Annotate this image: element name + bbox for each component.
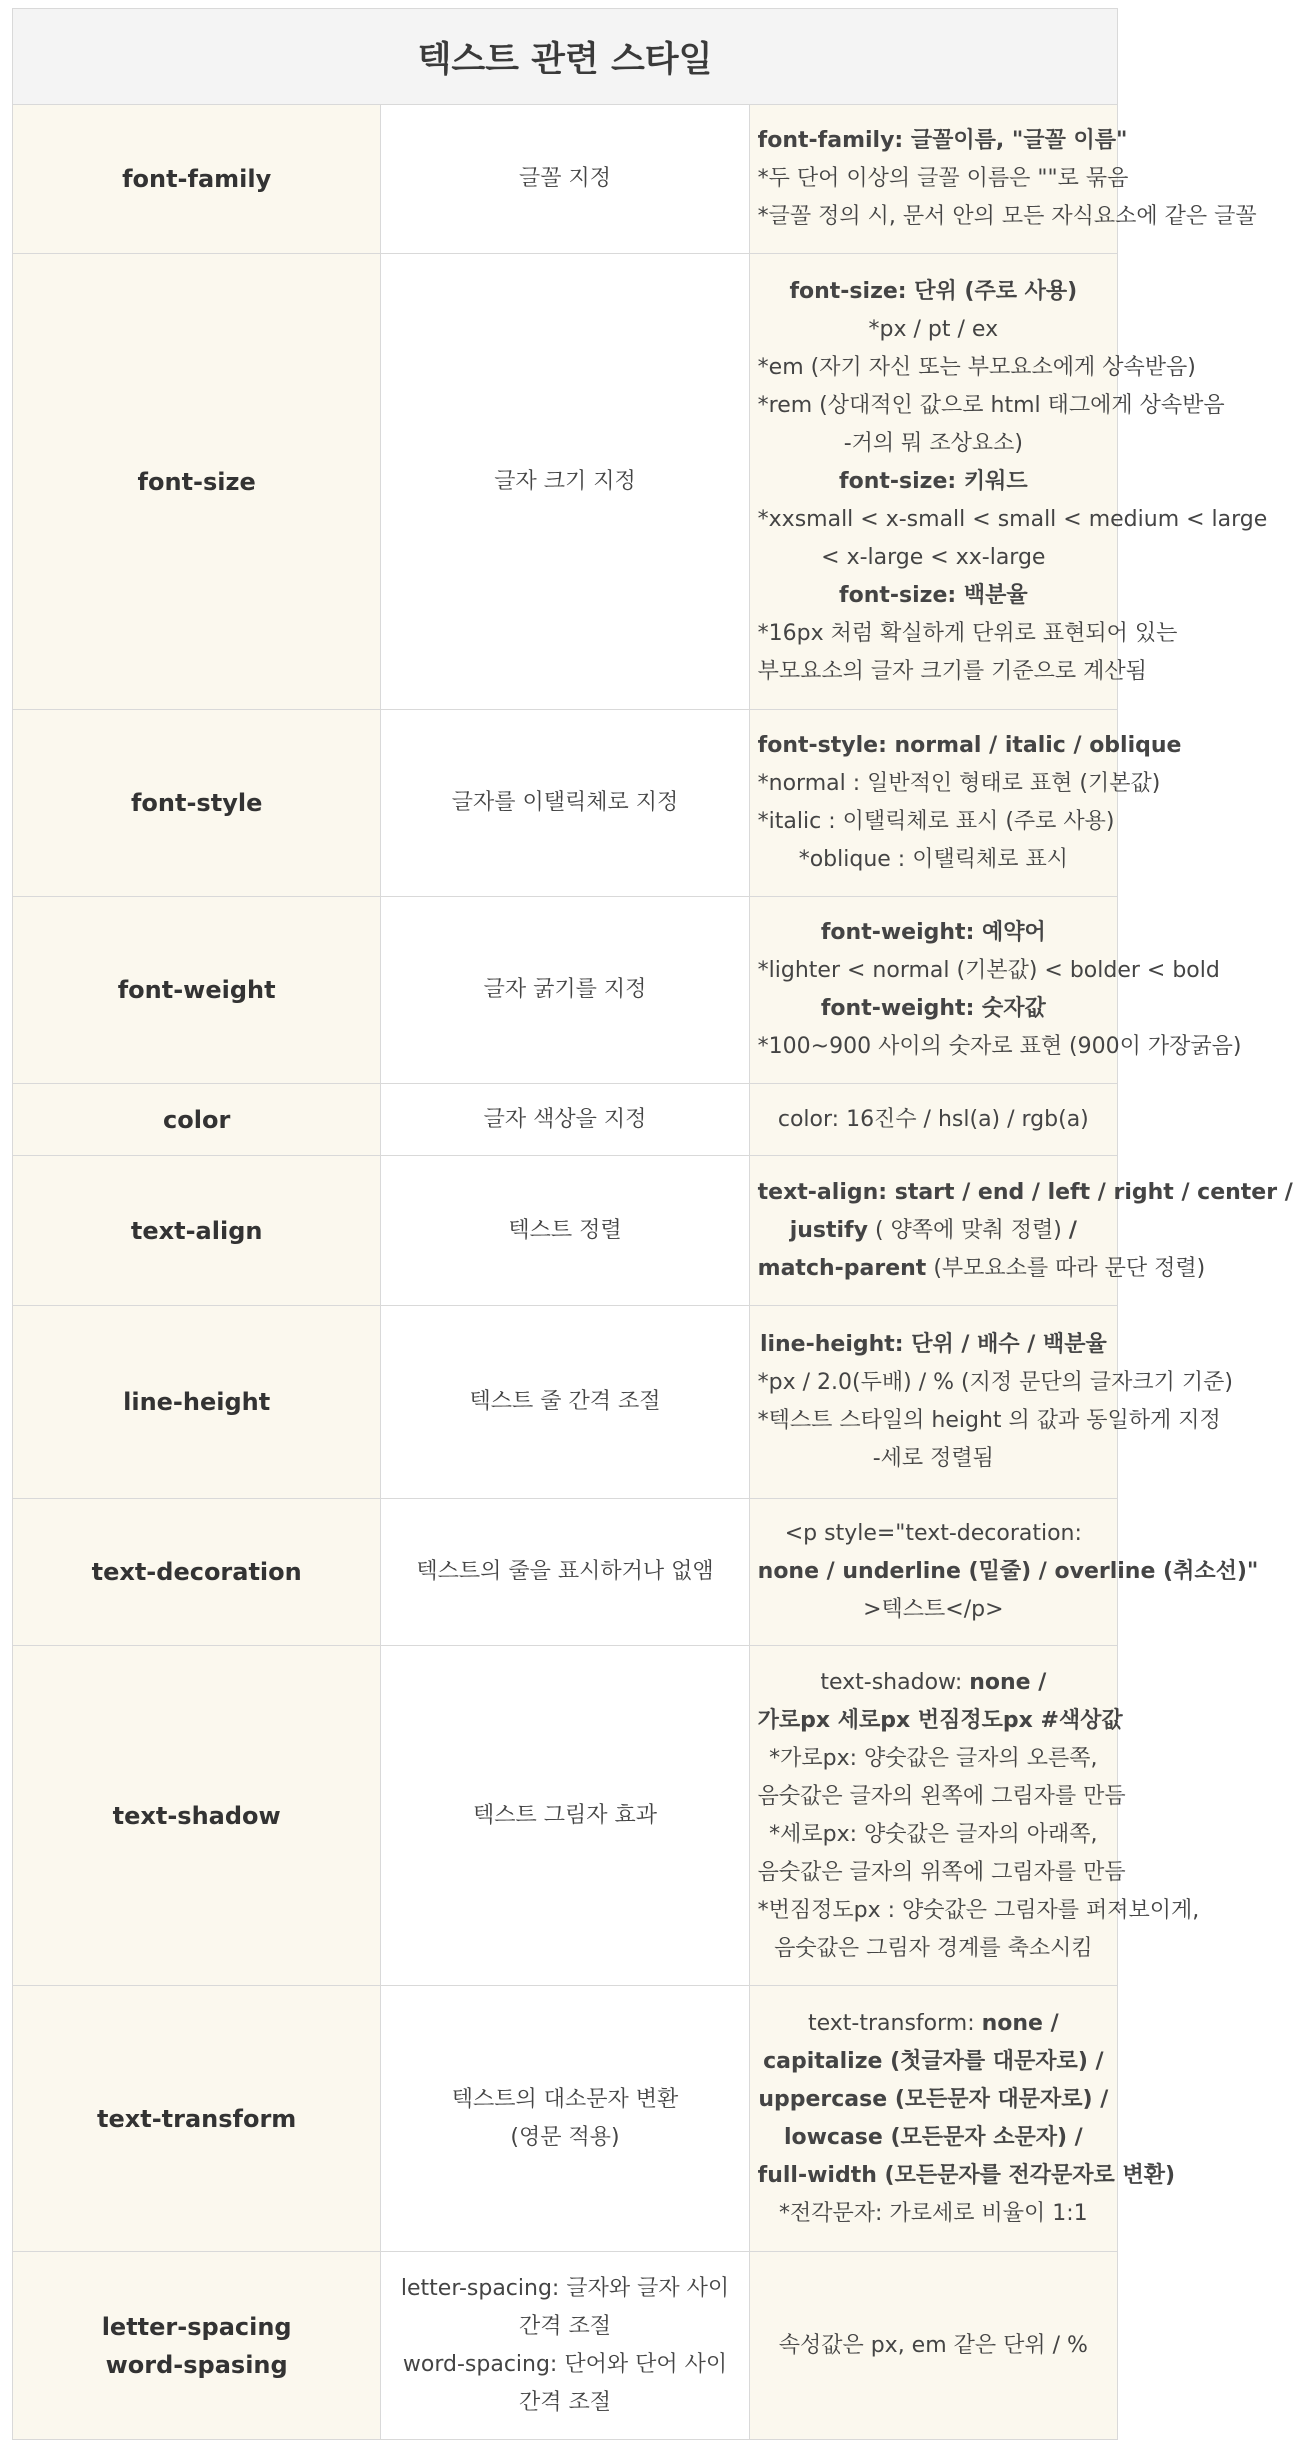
- description-line: 글자 굵기를 지정: [483, 977, 647, 1002]
- detail-line: 음숫값은 글자의 왼쪽에 그림자를 만듬: [757, 1783, 1126, 1809]
- detail-segment: (부모요소를 따라 문단 정렬): [926, 1255, 1206, 1281]
- table-row: [13, 710, 1118, 897]
- detail-line: 가로px 세로px 번짐정도px #색상값: [757, 1707, 1123, 1733]
- property-details: [749, 1084, 1117, 1156]
- detail-line: none / underline (밑줄) / overline (취소선)": [757, 1559, 1259, 1584]
- property-details: [749, 1986, 1176, 2252]
- detail-line: font-style: normal / italic / oblique: [757, 733, 1182, 758]
- property-details: [749, 710, 1182, 897]
- detail-segment: justify: [789, 1217, 868, 1243]
- detail-line: uppercase (모든문자 대문자로) /: [758, 2086, 1109, 2112]
- property-description: [381, 2252, 749, 2440]
- property-description: [381, 1986, 749, 2252]
- property-name: font-family: [13, 105, 381, 254]
- property-description: [381, 105, 749, 254]
- table-title-row: [13, 9, 1118, 105]
- text-style-table: [12, 8, 1293, 2440]
- detail-line: *px / pt / ex: [868, 316, 999, 342]
- detail-line: [757, 1250, 1206, 1288]
- detail-line: <p style="text-decoration:: [784, 1521, 1082, 1546]
- detail-segment: none /: [981, 2010, 1059, 2036]
- table-title: 텍스트 관련 스타일: [13, 9, 1118, 105]
- detail-segment: text-shadow:: [820, 1669, 970, 1695]
- property-description: [381, 1646, 749, 1986]
- property-name: text-transform: [13, 1986, 381, 2252]
- property-details: [749, 105, 1257, 254]
- detail-line: -거의 뭐 조상요소): [843, 430, 1023, 456]
- detail-line: *글꼴 정의 시, 문서 안의 모든 자식요소에 같은 글꼴: [757, 204, 1257, 229]
- detail-line: full-width (모든문자를 전각문자로 변환): [757, 2162, 1176, 2188]
- property-details: [749, 254, 1268, 710]
- description-line: 간격 조절: [518, 2389, 611, 2415]
- description-line: 텍스트의 줄을 표시하거나 없앰: [416, 1559, 714, 1584]
- detail-line: line-height: 단위 / 배수 / 백분율: [759, 1332, 1107, 1357]
- detail-segment: ( 양쪽에 맞춰 정렬): [867, 1217, 1069, 1243]
- description-line: letter-spacing: 글자와 글자 사이: [400, 2275, 730, 2301]
- detail-line: [758, 2005, 1109, 2043]
- property-description: [381, 1499, 749, 1646]
- detail-line: 속성값은 px, em 같은 단위 / %: [778, 2332, 1088, 2358]
- detail-line: [758, 1664, 1109, 1702]
- detail-line: [758, 1212, 1109, 1250]
- table-row: [13, 1986, 1118, 2252]
- table-row: [13, 897, 1118, 1084]
- property-name: text-align: [13, 1156, 381, 1306]
- property-name: font-size: [13, 254, 381, 710]
- table-body: [13, 105, 1293, 2440]
- description-line: 글자를 이탤릭체로 지정: [451, 790, 679, 815]
- table-row: [13, 1499, 1118, 1646]
- detail-line: *번짐정도px : 양숫값은 그림자를 퍼져보이게,: [757, 1897, 1200, 1923]
- detail-line: *16px 처럼 확실하게 단위로 표현되어 있는: [757, 620, 1178, 646]
- detail-line: *100~900 사이의 숫자로 표현 (900이 가장굵음): [757, 1034, 1242, 1059]
- detail-line: capitalize (첫글자를 대문자로) /: [763, 2048, 1104, 2074]
- detail-line: 음숫값은 그림자 경계를 축소시킴: [774, 1935, 1093, 1961]
- description-line: 텍스트 그림자 효과: [472, 1802, 657, 1828]
- detail-line: *rem (상대적인 값으로 html 태그에게 상속받음: [757, 392, 1225, 418]
- table-row: [13, 1646, 1118, 1986]
- table-row: [13, 1156, 1118, 1306]
- detail-line: 부모요소의 글자 크기를 기준으로 계산됨: [757, 658, 1147, 684]
- detail-line: *xxsmall < x-small < small < medium < large: [757, 506, 1268, 532]
- detail-line: font-weight: 예약어: [820, 920, 1046, 945]
- detail-segment: text-transform:: [807, 2010, 982, 2036]
- property-name: font-style: [13, 710, 381, 897]
- description-line: 글자 색상을 지정: [483, 1106, 647, 1132]
- detail-line: *italic : 이탤릭체로 표시 (주로 사용): [757, 809, 1115, 834]
- description-line: 간격 조절: [518, 2313, 611, 2339]
- description-line: word-spacing: 단어와 단어 사이: [402, 2351, 728, 2377]
- description-line: 텍스트 정렬: [508, 1217, 622, 1243]
- detail-line: font-weight: 숫자값: [820, 996, 1046, 1021]
- property-name-line: word-spasing: [105, 2350, 288, 2379]
- detail-line: color: 16진수 / hsl(a) / rgb(a): [777, 1106, 1089, 1132]
- property-description: [381, 1306, 749, 1499]
- property-details: [749, 1646, 1200, 1986]
- property-name: font-weight: [13, 897, 381, 1084]
- detail-line: *두 단어 이상의 글꼴 이름은 ""로 묶음: [757, 166, 1129, 191]
- detail-line: font-size: 단위 (주로 사용): [789, 278, 1078, 304]
- detail-segment: text-align: start / end / left / right / center /: [757, 1179, 1293, 1205]
- property-details: [749, 1306, 1233, 1499]
- property-description: [381, 710, 749, 897]
- detail-line: < x-large < xx-large: [821, 544, 1046, 570]
- detail-line: font-family: 글꼴이름, "글꼴 이름": [757, 128, 1128, 153]
- property-details: [749, 1499, 1259, 1646]
- detail-line: 음숫값은 글자의 위쪽에 그림자를 만듬: [757, 1859, 1126, 1885]
- table-row: [13, 1084, 1118, 1156]
- table-row: [13, 105, 1118, 254]
- property-name: line-height: [13, 1306, 381, 1499]
- detail-line: *lighter < normal (기본값) < bolder < bold: [757, 958, 1220, 983]
- description-line: 글자 크기 지정: [494, 468, 636, 494]
- detail-segment: /: [1068, 1217, 1077, 1243]
- detail-line: -세로 정렬됨: [872, 1446, 994, 1471]
- detail-line: >텍스트</p>: [863, 1597, 1004, 1622]
- detail-line: lowcase (모든문자 소문자) /: [783, 2124, 1083, 2150]
- detail-line: *세로px: 양숫값은 글자의 아래쪽,: [769, 1821, 1098, 1847]
- detail-line: *전각문자: 가로세로 비율이 1:1: [779, 2200, 1088, 2226]
- property-description: [381, 254, 749, 710]
- detail-line: font-size: 백분율: [839, 582, 1028, 608]
- property-description: [381, 897, 749, 1084]
- description-line: (영문 적용): [510, 2124, 620, 2150]
- property-name: text-decoration: [13, 1499, 381, 1646]
- detail-line: *em (자기 자신 또는 부모요소에게 상속받음): [757, 354, 1196, 380]
- detail-line: *normal : 일반적인 형태로 표현 (기본값): [757, 771, 1161, 796]
- detail-line: [757, 1174, 1293, 1212]
- property-name: text-shadow: [13, 1646, 381, 1986]
- table-row: [13, 254, 1118, 710]
- property-details: [749, 2252, 1117, 2440]
- description-line: 텍스트 줄 간격 조절: [469, 1389, 661, 1414]
- table-row: [13, 2252, 1118, 2440]
- description-line: 글꼴 지정: [518, 166, 611, 191]
- detail-line: *텍스트 스타일의 height 의 값과 동일하게 지정: [757, 1408, 1221, 1433]
- detail-line: *oblique : 이탤릭체로 표시: [798, 847, 1068, 872]
- property-details: [749, 1156, 1293, 1306]
- detail-line: *가로px: 양숫값은 글자의 오른쪽,: [769, 1745, 1098, 1771]
- style-table-container: [12, 8, 1293, 2440]
- description-line: 텍스트의 대소문자 변환: [451, 2086, 679, 2112]
- property-name-line: letter-spacing: [101, 2312, 292, 2341]
- property-name: [13, 2252, 381, 2440]
- detail-line: font-size: 키워드: [839, 468, 1028, 494]
- detail-segment: none /: [969, 1669, 1047, 1695]
- property-description: [381, 1156, 749, 1306]
- table-row: [13, 1306, 1118, 1499]
- detail-line: *px / 2.0(두배) / % (지정 문단의 글자크기 기준): [757, 1370, 1233, 1395]
- property-details: [749, 897, 1242, 1084]
- detail-segment: match-parent: [757, 1255, 927, 1281]
- property-description: [381, 1084, 749, 1156]
- property-name: color: [13, 1084, 381, 1156]
